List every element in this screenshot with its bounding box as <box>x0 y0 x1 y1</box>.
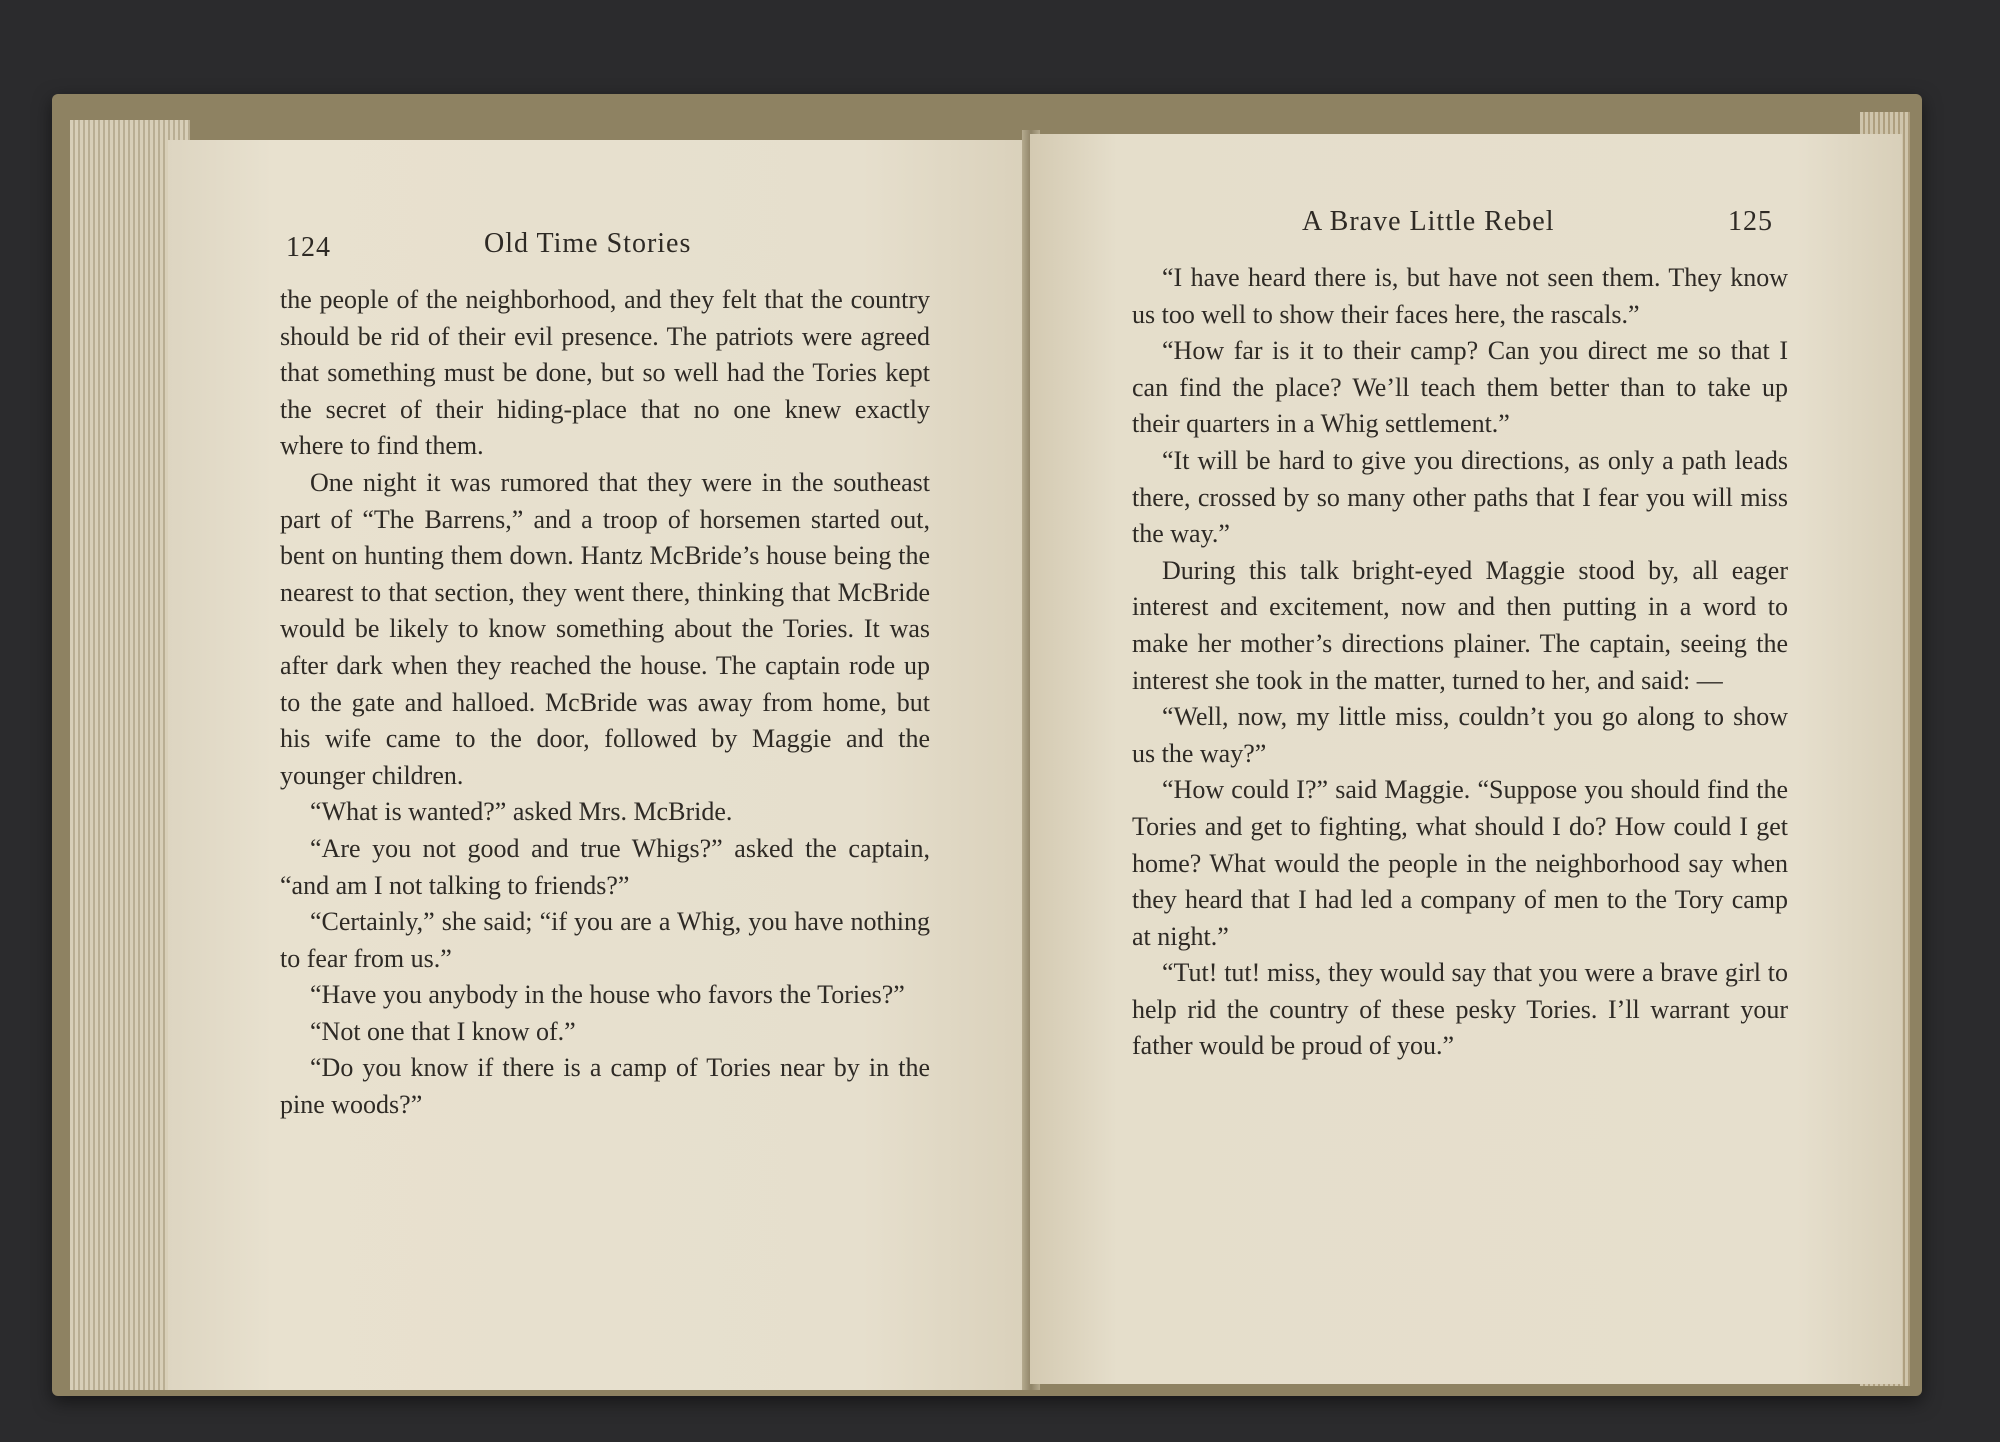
left-page <box>168 140 1036 1390</box>
right-running-title: A Brave Little Rebel <box>1302 206 1555 237</box>
left-paragraph-6: “Have you anybody in the house who favors the Tories?” <box>310 980 905 1010</box>
left-paragraph-2: One night it was rumored that they were in the southeast part of “The Barrens,” and a troop of horsemen started out, bent on hunting them down. Hantz McBride’s house being the nearest to that section, they went there, thinking that McBride would be likely to know something about the Tories. It was after dark when they reached the house. The captain rode up to the gate and halloed. McBride was away from home, but his wife came to the door, followed by Maggie and the younger children. <box>280 467 930 790</box>
right-paragraph-6: “How could I?” said Maggie. “Suppose you should find the Tories and get to fighting, what should I do? How could I get home? What would the people in the neighborhood say when they heard that I had led a company of men to the Tory camp at night.” <box>1132 775 1788 951</box>
left-paragraph-3: “What is wanted?” asked Mrs. McBride. <box>310 797 733 827</box>
left-paragraph-7: “Not one that I know of.” <box>310 1016 576 1046</box>
left-page-number: 124 <box>286 232 331 263</box>
left-paragraph-5: “Certainly,” she said; “if you are a Whig, you have nothing to fear from us.” <box>280 907 930 973</box>
right-paragraph-4: During this talk bright-eyed Maggie stood by, all eager interest and excitement, now and then putting in a word to make her mother’s directions plainer. The captain, seeing the interest she took in the matter, turned to her, and said: — <box>1132 555 1788 695</box>
left-running-title: Old Time Stories <box>484 228 692 259</box>
right-paragraph-5: “Well, now, my little miss, couldn’t you go along to show us the way?” <box>1132 702 1788 768</box>
right-page <box>1030 134 1902 1384</box>
left-paragraph-8: “Do you know if there is a camp of Tories near by in the pine woods?” <box>280 1053 930 1120</box>
right-paragraph-7: “Tut! tut! miss, they would say that you were a brave girl to help rid the country of these pesky Tories. I’ll warrant your father would be proud of you.” <box>1132 958 1788 1061</box>
left-paragraph-4: “Are you not good and true Whigs?” asked the captain, “and am I not talking to friends?” <box>280 833 930 900</box>
right-paragraph-1: “I have heard there is, but have not seen them. They know us too well to show their faces here, the rascals.” <box>1132 263 1788 329</box>
right-paragraph-2: “How far is it to their camp? Can you direct me so that I can find the place? We’ll teach them better than to take up their quarters in a Whig settlement.” <box>1132 336 1788 439</box>
right-paragraph-3: “It will be hard to give you directions, as only a path leads there, crossed by so many other paths that I fear you will miss the way.” <box>1132 445 1788 549</box>
right-page-text <box>1132 260 1788 1065</box>
right-page-number: 125 <box>1728 206 1773 237</box>
left-paragraph-1: the people of the neighborhood, and they felt that the country should be rid of their evil presence. The patriots were agreed that something must be done, but so well had the Tories kept the secret of their hiding-place that no one knew exactly where to find them. <box>280 285 930 461</box>
left-page-text <box>280 282 930 1124</box>
